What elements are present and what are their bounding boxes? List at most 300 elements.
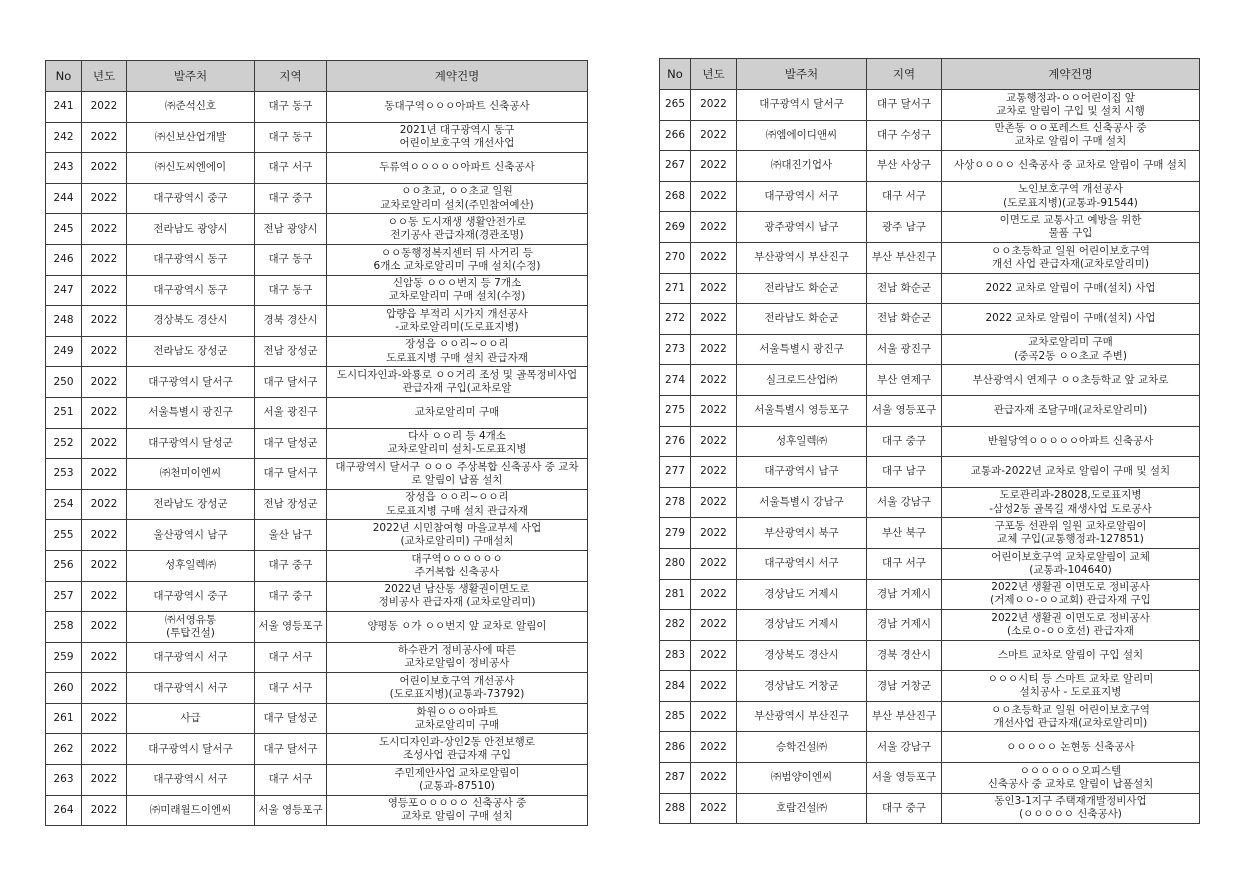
cell-client: 서울특별시 강남구 — [737, 487, 867, 518]
cell-contract-title — [327, 306, 588, 337]
table-row — [46, 734, 588, 765]
table-row — [660, 732, 1200, 763]
cell-region: 대구 달서구 — [255, 367, 327, 398]
cell-region: 대구 중구 — [255, 183, 327, 214]
cell-year: 2022 — [82, 612, 127, 643]
table-row — [46, 306, 588, 337]
cell-client: 부산광역시 부산진구 — [737, 701, 867, 732]
cell-client: 대구광역시 달서구 — [737, 90, 867, 121]
cell-no: 272 — [660, 304, 691, 335]
cell-contract-title — [327, 459, 588, 490]
cell-region: 대구 서구 — [867, 181, 942, 212]
cell-contract-title — [942, 671, 1200, 702]
cell-no: 268 — [660, 181, 691, 212]
cell-line: (도로표지병)(교통과-73792) — [389, 688, 525, 701]
cell-region: 경북 경산시 — [255, 306, 327, 337]
table-row — [660, 426, 1200, 457]
cell-line: ㅇㅇ초등학교 일원 어린이보호구역 — [991, 244, 1150, 257]
cell-line: 개선 사업 관급자재(교차로알리미) — [992, 257, 1149, 270]
cell-contract-title — [942, 120, 1200, 151]
cell-line: 교차로알리미 구매 설치(수정) — [388, 290, 526, 303]
table-row — [660, 701, 1200, 732]
cell-region: 대구 서구 — [255, 673, 327, 704]
table-row — [46, 92, 588, 123]
cell-line: 교체 구입(교통행정과-127851) — [997, 533, 1144, 546]
cell-contract-title — [942, 487, 1200, 518]
header-no: No — [660, 59, 691, 90]
cell-no: 259 — [46, 642, 82, 673]
table-row — [660, 395, 1200, 426]
cell-client: ㈜엠에이디앤씨 — [737, 120, 867, 151]
cell-line: 도로표지병 구매 설치 관급자재 — [386, 351, 528, 364]
cell-year: 2022 — [82, 153, 127, 184]
cell-line: 장성읍 ㅇㅇ리~ㅇㅇ리 — [405, 491, 509, 504]
cell-no: 271 — [660, 273, 691, 304]
cell-contract-title — [942, 548, 1200, 579]
cell-line: ㅇㅇㅇㅇㅇㅇ오피스텔 — [1019, 764, 1122, 777]
contract-table-left — [45, 60, 588, 826]
table-row — [46, 520, 588, 551]
cell-client: 경상남도 거제시 — [737, 579, 867, 610]
cell-year: 2022 — [691, 518, 737, 549]
cell-year: 2022 — [691, 181, 737, 212]
cell-region: 대구 달서구 — [867, 90, 942, 121]
cell-client: 서울특별시 광진구 — [127, 397, 255, 428]
cell-region: 대구 서구 — [867, 548, 942, 579]
cell-line: (도로표지병)(교통과-91544) — [1003, 196, 1138, 209]
cell-line: 압량읍 부적리 시가지 개선공사 — [386, 307, 528, 320]
cell-client: 전라남도 화순군 — [737, 304, 867, 335]
cell-no: 276 — [660, 426, 691, 457]
cell-year: 2022 — [82, 336, 127, 367]
table-row — [46, 581, 588, 612]
cell-line: 물품 구입 — [1048, 227, 1093, 240]
cell-client: 울산광역시 남구 — [127, 520, 255, 551]
cell-no: 242 — [46, 122, 82, 153]
cell-contract-title: 스마트 교차로 알림이 구입 설치 — [942, 640, 1200, 671]
header-year: 년도 — [691, 59, 737, 90]
cell-year: 2022 — [691, 395, 737, 426]
cell-line: 주민제안사업 교차로알림이 — [394, 766, 520, 779]
cell-no: 288 — [660, 793, 691, 824]
table-row — [660, 242, 1200, 273]
cell-region: 대구 동구 — [255, 122, 327, 153]
cell-contract-title — [942, 701, 1200, 732]
cell-region: 대구 달서구 — [255, 734, 327, 765]
cell-region: 대구 중구 — [255, 581, 327, 612]
cell-no: 285 — [660, 701, 691, 732]
cell-contract-title — [942, 610, 1200, 641]
cell-year: 2022 — [691, 334, 737, 365]
cell-no: 281 — [660, 579, 691, 610]
cell-line: 신축공사 중 교차로 알림이 납품설치 — [987, 777, 1154, 790]
cell-year: 2022 — [82, 122, 127, 153]
cell-year: 2022 — [82, 183, 127, 214]
cell-line: 정비공사 관급자재 (교차로알리미) — [378, 596, 536, 609]
cell-no: 247 — [46, 275, 82, 306]
cell-contract-title — [327, 489, 588, 520]
table-row — [660, 365, 1200, 396]
cell-region: 대구 남구 — [867, 457, 942, 488]
cell-no: 252 — [46, 428, 82, 459]
cell-line: ㅇㅇ동 도시재생 생활안전가로 — [387, 216, 527, 229]
cell-client: ㈜천미이엔씨 — [127, 459, 255, 490]
table-row — [46, 275, 588, 306]
cell-client: 대구광역시 중구 — [127, 581, 255, 612]
table-row — [46, 244, 588, 275]
cell-no: 267 — [660, 151, 691, 182]
cell-line: 노인보호구역 개선공사 — [1018, 183, 1123, 196]
cell-no: 263 — [46, 765, 82, 796]
cell-contract-title: 관급자재 조달구매(교차로알리미) — [942, 395, 1200, 426]
cell-region: 서울 강남구 — [867, 487, 942, 518]
cell-region: 서울 영등포구 — [255, 612, 327, 643]
cell-line: (교차로알리미) 구매설치 — [400, 535, 514, 548]
cell-year: 2022 — [691, 426, 737, 457]
cell-contract-title — [327, 367, 588, 398]
table-row — [660, 640, 1200, 671]
cell-line: 교차로알림이 정비공사 — [404, 657, 510, 670]
cell-line: 2022년 생활권 이면도로 정비공사 — [991, 581, 1150, 594]
cell-no: 287 — [660, 763, 691, 794]
cell-client: ㈜대진기업사 — [737, 151, 867, 182]
cell-line: 2022년 생활권 이면도로 정비공사 — [991, 611, 1150, 624]
cell-year: 2022 — [82, 367, 127, 398]
cell-line: (거제ㅇㅇ-ㅇㅇ교회) 관급자재 구입 — [990, 594, 1151, 607]
table-row — [46, 428, 588, 459]
cell-client: 경상남도 거창군 — [737, 671, 867, 702]
cell-client: 부산광역시 부산진구 — [737, 242, 867, 273]
cell-year: 2022 — [82, 214, 127, 245]
cell-line: 6개소 교차로알리미 구매 설치(수정) — [373, 259, 541, 272]
cell-year: 2022 — [691, 273, 737, 304]
table-row — [660, 487, 1200, 518]
cell-year: 2022 — [691, 242, 737, 273]
cell-year: 2022 — [82, 765, 127, 796]
cell-contract-title — [942, 181, 1200, 212]
cell-line: 도시디자인과-상인2동 안전보행로 — [379, 736, 535, 749]
cell-client: 전라남도 장성군 — [127, 336, 255, 367]
table-row — [660, 120, 1200, 151]
cell-region: 광주 남구 — [867, 212, 942, 243]
cell-region: 서울 광진구 — [867, 334, 942, 365]
cell-line: (교통과-87510) — [419, 779, 495, 792]
cell-client: ㈜신도씨엔에이 — [127, 153, 255, 184]
cell-client: ㈜범양이엔씨 — [737, 763, 867, 794]
cell-no: 256 — [46, 550, 82, 581]
cell-no: 283 — [660, 640, 691, 671]
cell-client: 대구광역시 서구 — [127, 673, 255, 704]
cell-client — [127, 612, 255, 643]
cell-line: 설치공사 - 도로표지병 — [1019, 686, 1122, 699]
cell-no: 280 — [660, 548, 691, 579]
cell-client: 서울특별시 영등포구 — [737, 395, 867, 426]
cell-year: 2022 — [691, 487, 737, 518]
cell-contract-title — [327, 122, 588, 153]
cell-year: 2022 — [82, 397, 127, 428]
cell-client: 전라남도 화순군 — [737, 273, 867, 304]
cell-line: (소로ㅇ-ㅇㅇ호선) 관급자재 — [1007, 624, 1134, 637]
cell-region: 대구 달성군 — [255, 703, 327, 734]
cell-contract-title — [327, 703, 588, 734]
table-row — [46, 336, 588, 367]
table-row — [660, 334, 1200, 365]
cell-region: 대구 중구 — [867, 426, 942, 457]
table-row — [46, 795, 588, 826]
cell-year: 2022 — [691, 365, 737, 396]
cell-no: 274 — [660, 365, 691, 396]
cell-no: 250 — [46, 367, 82, 398]
table-row — [660, 671, 1200, 702]
table-row — [46, 122, 588, 153]
cell-year: 2022 — [82, 459, 127, 490]
cell-year: 2022 — [691, 701, 737, 732]
cell-region: 전남 장성군 — [255, 336, 327, 367]
cell-no: 258 — [46, 612, 82, 643]
cell-client: ㈜신보산업개발 — [127, 122, 255, 153]
cell-region: 서울 강남구 — [867, 732, 942, 763]
table-row — [660, 212, 1200, 243]
cell-contract-title: 2022 교차로 알림이 구매(설치) 사업 — [942, 304, 1200, 335]
cell-region: 경남 거창군 — [867, 671, 942, 702]
cell-line: -교차로알리미(도로표지병) — [395, 320, 519, 333]
cell-contract-title — [942, 579, 1200, 610]
cell-year: 2022 — [691, 732, 737, 763]
cell-line: 어린이보호구역 교차로알림이 교체 — [991, 550, 1150, 563]
cell-line: (ㅇㅇㅇㅇㅇ 신축공사) — [1019, 808, 1122, 821]
cell-client: 경상북도 경산시 — [127, 306, 255, 337]
cell-client: 경상남도 거제시 — [737, 610, 867, 641]
cell-contract-title — [327, 734, 588, 765]
cell-year: 2022 — [82, 581, 127, 612]
cell-line: 장성읍 ㅇㅇ리~ㅇㅇ리 — [405, 338, 509, 351]
cell-client: 대구광역시 달서구 — [127, 734, 255, 765]
cell-no: 255 — [46, 520, 82, 551]
cell-region: 대구 달서구 — [255, 459, 327, 490]
cell-region: 부산 북구 — [867, 518, 942, 549]
cell-client: 사급 — [127, 703, 255, 734]
table-row — [660, 273, 1200, 304]
table-row — [46, 397, 588, 428]
cell-contract-title — [942, 518, 1200, 549]
cell-region: 서울 영등포구 — [255, 795, 327, 826]
cell-no: 241 — [46, 92, 82, 123]
header-region: 지역 — [255, 61, 327, 92]
cell-line: 관급자재 구입(교차로알 — [402, 382, 512, 395]
cell-year: 2022 — [82, 795, 127, 826]
cell-year: 2022 — [82, 275, 127, 306]
cell-contract-title — [942, 90, 1200, 121]
cell-year: 2022 — [82, 92, 127, 123]
cell-line: ㅇㅇ초등학교 일원 어린이보호구역 — [991, 703, 1150, 716]
table-row — [660, 793, 1200, 824]
cell-contract-title — [942, 334, 1200, 365]
cell-no: 277 — [660, 457, 691, 488]
cell-region: 경남 거제시 — [867, 610, 942, 641]
cell-contract-title — [327, 336, 588, 367]
cell-line: 만촌동 ㅇㅇ포레스트 신축공사 중 — [994, 122, 1147, 135]
cell-no: 262 — [46, 734, 82, 765]
cell-year: 2022 — [82, 550, 127, 581]
table-row — [660, 579, 1200, 610]
table-row — [660, 90, 1200, 121]
cell-year: 2022 — [691, 548, 737, 579]
cell-region: 서울 영등포구 — [867, 395, 942, 426]
cell-client: 대구광역시 남구 — [737, 457, 867, 488]
cell-no: 270 — [660, 242, 691, 273]
cell-line: 전기공사 관급자재(경관조명) — [390, 229, 524, 242]
cell-line: 하수관거 정비공사에 따른 — [397, 644, 517, 657]
cell-line: 교차로알리미 구매 — [414, 718, 500, 731]
cell-line: -삼성2동 골목길 재생사업 도로공사 — [989, 502, 1152, 515]
cell-no: 257 — [46, 581, 82, 612]
cell-line: 2022년 남산동 생활권이면도로 — [384, 583, 530, 596]
cell-region: 전남 광양시 — [255, 214, 327, 245]
header-client: 발주처 — [737, 59, 867, 90]
cell-year: 2022 — [82, 244, 127, 275]
table-row — [46, 459, 588, 490]
header-no: No — [46, 61, 82, 92]
cell-year: 2022 — [691, 304, 737, 335]
cell-line: 조성사업 관급자재 구입 — [402, 749, 512, 762]
cell-client: 성후일렉㈜ — [737, 426, 867, 457]
table-row — [660, 304, 1200, 335]
cell-year: 2022 — [691, 640, 737, 671]
cell-client: 전라남도 장성군 — [127, 489, 255, 520]
cell-client: 부산광역시 북구 — [737, 518, 867, 549]
cell-region: 부산 부산진구 — [867, 701, 942, 732]
cell-contract-title — [327, 642, 588, 673]
cell-region: 부산 연제구 — [867, 365, 942, 396]
cell-line: 동인3-1지구 주택재개발정비사업 — [994, 795, 1147, 808]
cell-contract-title — [327, 244, 588, 275]
cell-line: 주거복합 신축공사 — [414, 565, 500, 578]
cell-contract-title — [327, 795, 588, 826]
table-row — [660, 457, 1200, 488]
table-row — [46, 153, 588, 184]
cell-no: 245 — [46, 214, 82, 245]
cell-no: 282 — [660, 610, 691, 641]
cell-region: 대구 달성군 — [255, 428, 327, 459]
contract-table-right — [659, 58, 1200, 824]
cell-no: 249 — [46, 336, 82, 367]
cell-region: 대구 서구 — [255, 153, 327, 184]
cell-line: (투탑건설) — [166, 626, 215, 639]
cell-contract-title — [327, 214, 588, 245]
cell-line: 도로관리과-28028,도로표지병 — [999, 489, 1142, 502]
table-row — [46, 765, 588, 796]
cell-contract-title: 사상ㅇㅇㅇㅇ 신축공사 중 교차로 알림이 구매 설치 — [942, 151, 1200, 182]
cell-line: 개선사업 관급자재(교차로알리미) — [993, 716, 1148, 729]
table-row — [46, 703, 588, 734]
cell-line: 교차로알리미 설치-도로표지병 — [387, 443, 527, 456]
table-row — [46, 214, 588, 245]
cell-client: 실크로드산업㈜ — [737, 365, 867, 396]
table-row — [46, 367, 588, 398]
table-row — [46, 550, 588, 581]
cell-line: ㅇㅇ초교, ㅇㅇ초교 일원 — [401, 185, 513, 198]
cell-year: 2022 — [82, 489, 127, 520]
cell-year: 2022 — [691, 90, 737, 121]
cell-line: (교통과-104640) — [1029, 563, 1112, 576]
cell-contract-title — [327, 275, 588, 306]
cell-no: 269 — [660, 212, 691, 243]
table-row — [660, 518, 1200, 549]
cell-contract-title — [327, 428, 588, 459]
cell-contract-title: 교차로알리미 구매 — [327, 397, 588, 428]
cell-region: 대구 중구 — [255, 550, 327, 581]
cell-client: 서울특별시 광진구 — [737, 334, 867, 365]
cell-line: 2021년 대구광역시 동구 — [399, 124, 515, 137]
cell-client: 전라남도 광양시 — [127, 214, 255, 245]
cell-year: 2022 — [691, 763, 737, 794]
cell-client: ㈜준석신호 — [127, 92, 255, 123]
cell-no: 266 — [660, 120, 691, 151]
cell-client: 경상북도 경산시 — [737, 640, 867, 671]
cell-no: 265 — [660, 90, 691, 121]
cell-line: 이면도로 교통사고 예방을 위한 — [999, 214, 1142, 227]
cell-client: 대구광역시 서구 — [737, 548, 867, 579]
cell-no: 248 — [46, 306, 82, 337]
cell-contract-title: 반월당역ㅇㅇㅇㅇㅇ아파트 신축공사 — [942, 426, 1200, 457]
cell-line: ㅇㅇ동행정복지센터 뒤 사거리 등 — [380, 246, 533, 259]
cell-region: 대구 서구 — [255, 642, 327, 673]
header-region: 지역 — [867, 59, 942, 90]
cell-year: 2022 — [691, 671, 737, 702]
cell-line: 구포동 선관위 일원 교차로알림이 — [994, 519, 1147, 532]
cell-no: 286 — [660, 732, 691, 763]
cell-client: 대구광역시 동구 — [127, 244, 255, 275]
cell-line: 영등포ㅇㅇㅇㅇㅇ 신축공사 중 — [387, 797, 527, 810]
cell-line: (중곡2동 ㅇㅇ초교 주변) — [1014, 349, 1127, 362]
cell-no: 260 — [46, 673, 82, 704]
cell-no: 273 — [660, 334, 691, 365]
cell-region: 대구 동구 — [255, 92, 327, 123]
cell-contract-title — [942, 763, 1200, 794]
cell-line: 교차로 알림이 구매 설치 — [1014, 135, 1127, 148]
cell-no: 279 — [660, 518, 691, 549]
cell-year: 2022 — [82, 306, 127, 337]
cell-region: 부산 부산진구 — [867, 242, 942, 273]
cell-contract-title: 두류역ㅇㅇㅇㅇㅇ아파트 신축공사 — [327, 153, 588, 184]
cell-no: 244 — [46, 183, 82, 214]
table-row — [660, 181, 1200, 212]
cell-line: 다사 ㅇㅇ리 등 4개소 — [408, 430, 506, 443]
cell-region: 전남 화순군 — [867, 304, 942, 335]
cell-contract-title — [942, 242, 1200, 273]
cell-region: 대구 서구 — [255, 765, 327, 796]
cell-contract-title: 교통과-2022년 교차로 알림이 구매 및 설치 — [942, 457, 1200, 488]
cell-line: 도시디자인과-와룡로 ㅇㅇ거리 조성 및 골목정비사업 — [336, 369, 578, 382]
cell-line: 로 알림이 납품 설치 — [411, 473, 503, 486]
cell-region: 대구 중구 — [867, 793, 942, 824]
cell-line: 도로표지병 구매 설치 관급자재 — [386, 504, 528, 517]
cell-contract-title: 동대구역ㅇㅇㅇ아파트 신축공사 — [327, 92, 588, 123]
cell-contract-title — [327, 520, 588, 551]
cell-client: 호람건설㈜ — [737, 793, 867, 824]
table-row — [660, 610, 1200, 641]
table-row — [46, 183, 588, 214]
cell-contract-title: 2022 교차로 알림이 구매(설치) 사업 — [942, 273, 1200, 304]
cell-no: 264 — [46, 795, 82, 826]
cell-region: 대구 동구 — [255, 275, 327, 306]
cell-line: 어린이보호구역 개선사업 — [399, 137, 515, 150]
cell-line: 2022년 시민참여형 마을교부세 사업 — [372, 521, 542, 534]
cell-region: 서울 영등포구 — [867, 763, 942, 794]
cell-year: 2022 — [691, 793, 737, 824]
table-row — [660, 548, 1200, 579]
cell-client: 대구광역시 달서구 — [127, 367, 255, 398]
